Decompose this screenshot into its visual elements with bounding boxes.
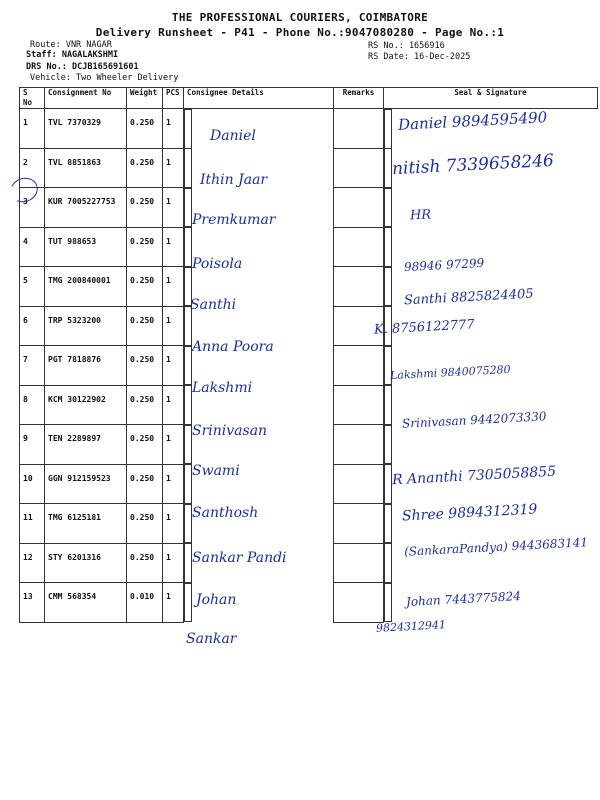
row-remarks	[334, 385, 384, 425]
row-weight: 0.250	[127, 504, 163, 544]
handwritten-consignee: Swami	[192, 463, 240, 479]
table-header-row	[20, 88, 598, 109]
handwritten-signature: 98946 97299	[403, 255, 485, 275]
table-row	[20, 188, 598, 228]
row-consignee	[184, 188, 192, 228]
handwritten-consignee: Premkumar	[192, 212, 276, 228]
row-weight: 0.250	[127, 464, 163, 504]
handwritten-consignee: Poisola	[192, 256, 243, 272]
row-signature	[384, 188, 392, 228]
drs-label: DRS No.: DCJB165691601	[26, 62, 139, 72]
row-remarks	[334, 227, 384, 267]
handwritten-signature: Shree 9894312319	[401, 501, 538, 525]
handwritten-consignee: Sankar Pandi	[192, 550, 287, 566]
handwritten-consignee: Srinivasan	[192, 423, 268, 439]
row-sno: 7	[20, 346, 45, 386]
row-sno: 5	[20, 267, 45, 307]
runsheet-subtitle: Delivery Runsheet - P41 - Phone No.:9047080280 - Page No.:1	[95, 26, 505, 39]
row-sno: 13	[20, 583, 45, 623]
row-pcs: 1	[163, 346, 184, 386]
row-signature	[384, 583, 392, 623]
row-weight: 0.250	[127, 543, 163, 583]
row-sno: 1	[20, 109, 45, 149]
row-consignment: TMG 6125181	[45, 504, 127, 544]
row-pcs: 1	[163, 385, 184, 425]
row-sno: 3	[20, 188, 45, 228]
row-consignment: TVL 7370329	[45, 109, 127, 149]
row-remarks	[334, 583, 384, 623]
handwritten-consignee: Daniel	[210, 128, 256, 144]
table-row	[20, 346, 598, 386]
row-weight: 0.250	[127, 188, 163, 228]
row-consignee	[184, 543, 192, 583]
handwritten-consignee: Lakshmi	[192, 380, 253, 396]
row-consignment: PGT 7818876	[45, 346, 127, 386]
row-pcs: 1	[163, 504, 184, 544]
row-remarks	[334, 148, 384, 188]
table-row	[20, 227, 598, 267]
row-weight: 0.250	[127, 425, 163, 465]
row-sno: 11	[20, 504, 45, 544]
row-remarks	[334, 504, 384, 544]
handwritten-signature: HR	[409, 207, 432, 224]
table-row	[20, 425, 598, 465]
row-pcs: 1	[163, 188, 184, 228]
row-pcs: 1	[163, 148, 184, 188]
row-sno: 6	[20, 306, 45, 346]
row-sno: 4	[20, 227, 45, 267]
row-consignment: STY 6201316	[45, 543, 127, 583]
row-sno: 2	[20, 148, 45, 188]
col-weight: Weight	[127, 88, 163, 109]
row-signature	[384, 148, 392, 188]
route-label: Route: VNR NAGAR	[30, 40, 112, 50]
row-remarks	[334, 346, 384, 386]
row-signature	[384, 543, 392, 583]
row-weight: 0.250	[127, 306, 163, 346]
handwritten-signature: Lakshmi 9840075280	[389, 362, 511, 383]
handwritten-signature: nitish 7339658246	[391, 150, 555, 180]
row-signature	[384, 504, 392, 544]
row-pcs: 1	[163, 583, 184, 623]
row-pcs: 1	[163, 464, 184, 504]
row-sno: 10	[20, 464, 45, 504]
row-weight: 0.250	[127, 109, 163, 149]
handwritten-signature: Srinivasan 9442073330	[401, 409, 547, 431]
row-consignee	[184, 109, 192, 149]
row-sno: 9	[20, 425, 45, 465]
table-row	[20, 306, 598, 346]
handwritten-signature: (SankaraPandya) 9443683141	[403, 535, 589, 559]
row-consignee	[184, 385, 192, 425]
row-weight: 0.010	[127, 583, 163, 623]
staff-label: Staff: NAGALAKSHMI	[26, 50, 119, 60]
handwritten-signature: R Ananthi 7305058855	[391, 463, 557, 489]
row-remarks	[334, 543, 384, 583]
row-remarks	[334, 267, 384, 307]
handwritten-consignee: Ithin Jaar	[200, 172, 268, 188]
row-consignee	[184, 504, 192, 544]
row-consignment: KCM 30122902	[45, 385, 127, 425]
row-consignment: TRP 5323200	[45, 306, 127, 346]
row-signature	[384, 267, 392, 307]
row-pcs: 1	[163, 543, 184, 583]
row-weight: 0.250	[127, 346, 163, 386]
rs-number: RS No.: 1656916	[368, 41, 445, 51]
row-pcs: 1	[163, 267, 184, 307]
row-signature	[384, 385, 392, 425]
row-consignee	[184, 227, 192, 267]
row-consignment: GGN 912159523	[45, 464, 127, 504]
row-consignment: TVL 8851863	[45, 148, 127, 188]
row-signature	[384, 109, 392, 149]
handwritten-consignee: Santhosh	[192, 505, 259, 521]
col-consignment: Consignment No	[45, 88, 127, 109]
handwritten-consignee: Sankar	[186, 631, 237, 647]
row-consignee	[184, 464, 192, 504]
handwritten-signature: Johan 7443775824	[405, 589, 522, 609]
company-title: THE PROFESSIONAL COURIERS, COIMBATORE	[171, 11, 429, 24]
row-pcs: 1	[163, 227, 184, 267]
handwritten-signature: Santhi 8825824405	[403, 286, 534, 309]
row-consignee	[184, 425, 192, 465]
rs-date: RS Date: 16-Dec-2025	[368, 52, 471, 62]
row-pcs: 1	[163, 425, 184, 465]
handwritten-signature: Daniel 9894595490	[397, 108, 548, 134]
row-remarks	[334, 464, 384, 504]
row-consignee	[184, 346, 192, 386]
row-consignment: KUR 7005227753	[45, 188, 127, 228]
col-signature: Seal & Signature	[384, 88, 598, 109]
row-consignment: CMM 568354	[45, 583, 127, 623]
col-consignee: Consignee Details	[184, 88, 334, 109]
col-remarks: Remarks	[334, 88, 384, 109]
row-sno: 8	[20, 385, 45, 425]
row-signature	[384, 464, 392, 504]
row-weight: 0.250	[127, 227, 163, 267]
handwritten-consignee: Santhi	[190, 297, 237, 313]
row-remarks	[334, 109, 384, 149]
row-consignment: TUT 988653	[45, 227, 127, 267]
row-consignee	[184, 148, 192, 188]
row-remarks	[334, 425, 384, 465]
row-remarks	[334, 188, 384, 228]
row-weight: 0.250	[127, 385, 163, 425]
row-signature	[384, 425, 392, 465]
row-pcs: 1	[163, 306, 184, 346]
row-sno: 12	[20, 543, 45, 583]
row-weight: 0.250	[127, 267, 163, 307]
row-pcs: 1	[163, 109, 184, 149]
row-consignment: TMG 200840001	[45, 267, 127, 307]
handwritten-consignee: Johan	[196, 592, 237, 608]
row-consignee	[184, 583, 192, 623]
vehicle-label: Vehicle: Two Wheeler Delivery	[30, 73, 179, 83]
row-weight: 0.250	[127, 148, 163, 188]
col-pcs: PCS	[163, 88, 184, 109]
handwritten-signature: 9824312941	[375, 618, 447, 635]
col-sno: S No	[20, 88, 45, 109]
row-signature	[384, 227, 392, 267]
handwritten-signature: K. 8756122777	[373, 317, 476, 338]
handwritten-consignee: Anna Poora	[192, 339, 274, 355]
row-consignment: TEN 2289897	[45, 425, 127, 465]
